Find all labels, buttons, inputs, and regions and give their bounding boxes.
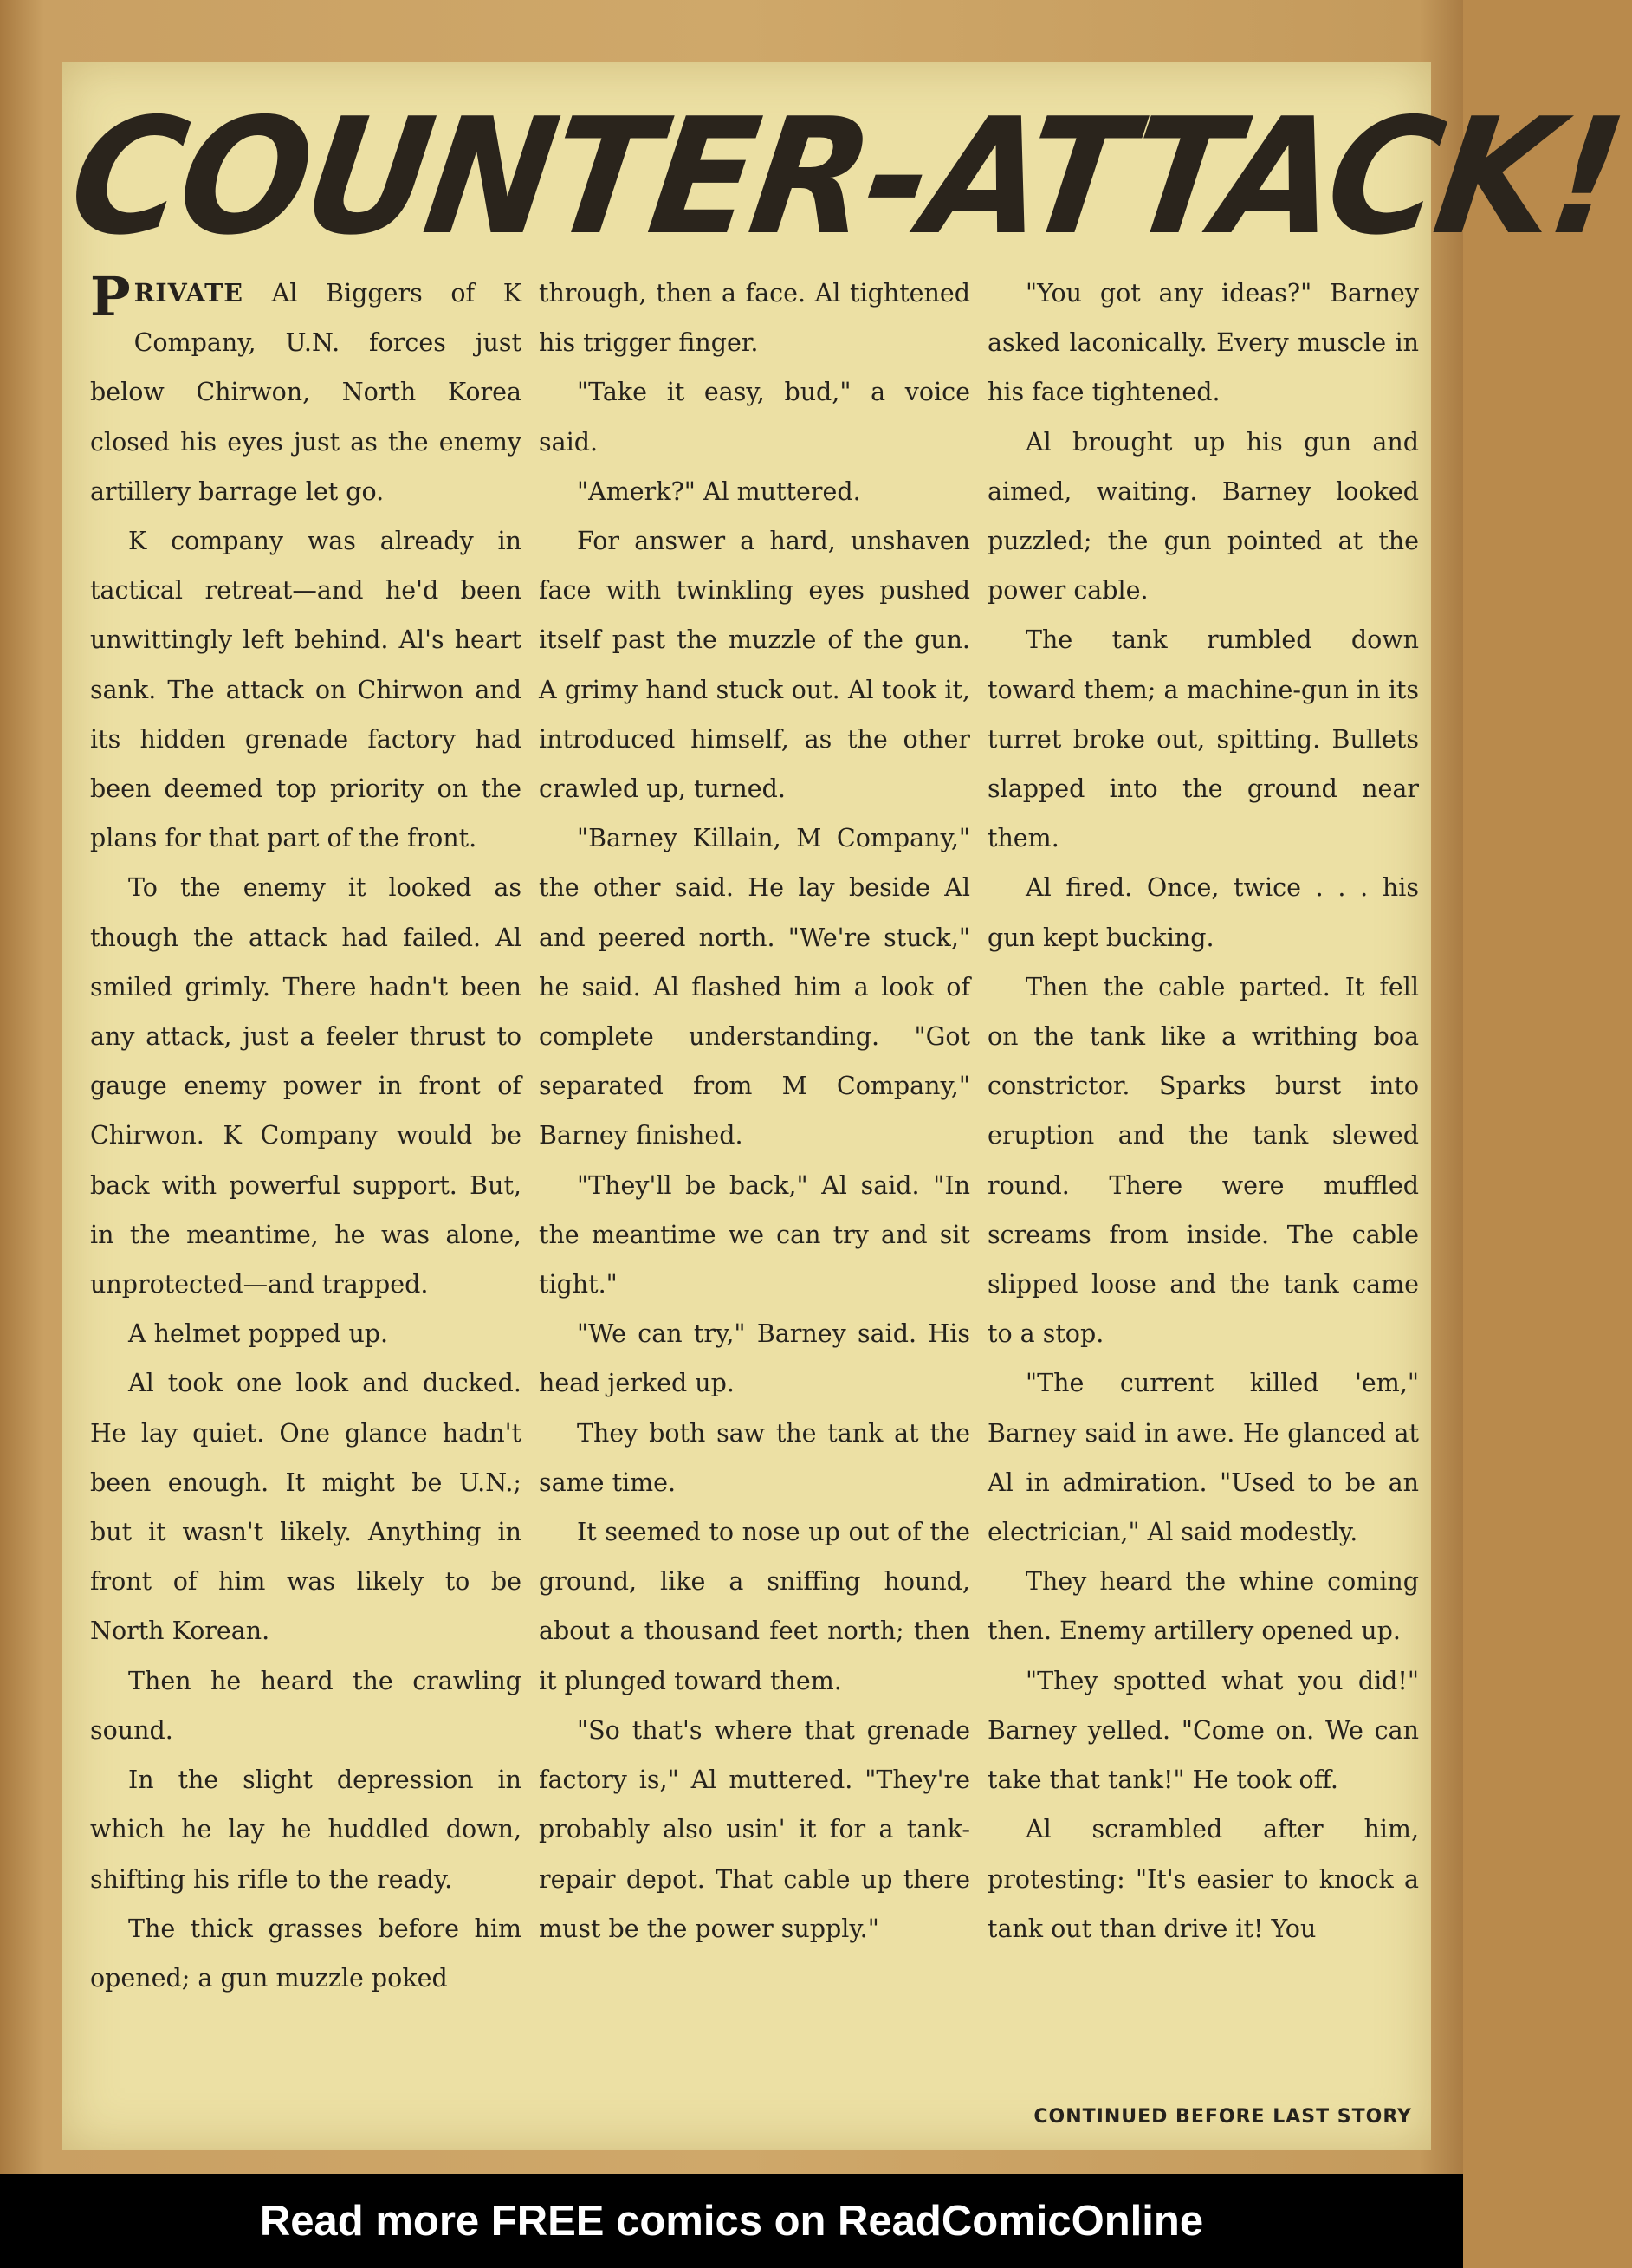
paragraph: The thick grasses before him opened; a gun muzzle poked (90, 1914, 521, 1993)
first-word: RIVATE (133, 278, 244, 308)
paragraph: "Take it easy, bud," a voice said. (539, 378, 970, 457)
paragraph: K company was already in tactical retreat—and he'd been unwittingly left behind. Al's heart sank. The attack on Chirwon and its hidden grenade factory had been deemed top priority on the plans for that part of the front. (90, 527, 521, 853)
text-column-3 (988, 269, 1419, 2088)
paragraph: "So that's where that grenade factory is," Al muttered. "They're probably also usin' it for a tank-repair depot. That cable up there must be the power supply." (539, 1715, 970, 1943)
paragraph: Al fired. Once, twice . . . his gun kept bucking. (988, 873, 1419, 952)
continued-note: CONTINUED BEFORE LAST STORY (1033, 2106, 1412, 2128)
paragraph: "Barney Killain, M Company," the other said. He lay beside Al and peered north. "We're stuck," he said. Al flashed him a look of complete understanding. "Got separated from M Company," Barney finished. (539, 824, 970, 1150)
paragraph: Al brought up his gun and aimed, waiting. Barney looked puzzled; the gun pointed at the power cable. (988, 427, 1419, 606)
paragraph: A helmet popped up. (128, 1319, 389, 1349)
paragraph: Then he heard the crawling sound. (90, 1666, 521, 1745)
text-column-2 (539, 269, 970, 2088)
text-column-1 (90, 265, 521, 2088)
paragraph: To the enemy it looked as though the attack had failed. Al smiled grimly. There hadn't been any attack, just a feeler thrust to gauge enemy power in front of Chirwon. K Company would be back with powerful support. But, in the meantime, he was alone, unprotected—and trapped. (90, 873, 521, 1299)
drop-cap: P (90, 265, 131, 328)
paragraph: They both saw the tank at the same time. (539, 1418, 970, 1497)
paragraph: For answer a hard, unshaven face with twinkling eyes pushed itself past the muzzle of the gun. A grimy hand stuck out. Al took it, introduced himself, as the other crawled up, turned. (539, 527, 970, 804)
paragraph: Al scrambled after him, protesting: "It's easier to knock a tank out than drive it! You (988, 1815, 1419, 1943)
paragraph: "We can try," Barney said. His head jerked up. (539, 1319, 970, 1398)
paragraph: Then the cable parted. It fell on the tank like a writhing boa constrictor. Sparks burst into eruption and the tank slewed round. There were muffled screams from inside. The cable slipped loose and the tank came to a stop. (988, 972, 1419, 1349)
paragraph: "They spotted what you did!" Barney yelled. "Come on. We can take that tank!" He took off. (988, 1666, 1419, 1795)
opening-text: Al Biggers of K Company, U.N. forces just below Chirwon, North Korea closed his eyes just as the enemy artillery barrage let go. (90, 279, 521, 506)
opening-paragraph (90, 265, 521, 516)
paragraph: "They'll be back," Al said. "In the meantime we can try and sit tight." (539, 1170, 970, 1299)
paragraph: "The current killed 'em," Barney said in awe. He glanced at Al in admiration. "Used to be an electrician," Al said modestly. (988, 1369, 1419, 1547)
story-title: COUNTER-ATTACK! (59, 83, 1632, 271)
paragraph: Al took one look and ducked. He lay quiet. One glance hadn't been enough. It might be U.N.; but it wasn't likely. Anything in front of him was likely to be North Korean. (90, 1369, 521, 1646)
paragraph: They heard the whine coming then. Enemy artillery opened up. (988, 1567, 1419, 1646)
paragraph: "You got any ideas?" Barney asked laconically. Every muscle in his face tightened. (988, 279, 1419, 407)
paragraph: "Amerk?" Al muttered. (577, 476, 861, 506)
paragraph: The tank rumbled down toward them; a machine-gun in its turret broke out, spitting. Bullets slapped into the ground near them. (988, 625, 1419, 853)
paragraph: It seemed to nose up out of the ground, like a sniffing hound, about a thousand feet north; then it plunged toward them. (539, 1518, 970, 1695)
paragraph-continuation: through, then a face. Al tightened his trigger finger. (539, 279, 970, 358)
paragraph: In the slight depression in which he lay he huddled down, shifting his rifle to the ready. (90, 1766, 521, 1894)
promo-banner-text[interactable]: Read more FREE comics on ReadComicOnline (259, 2198, 1204, 2245)
